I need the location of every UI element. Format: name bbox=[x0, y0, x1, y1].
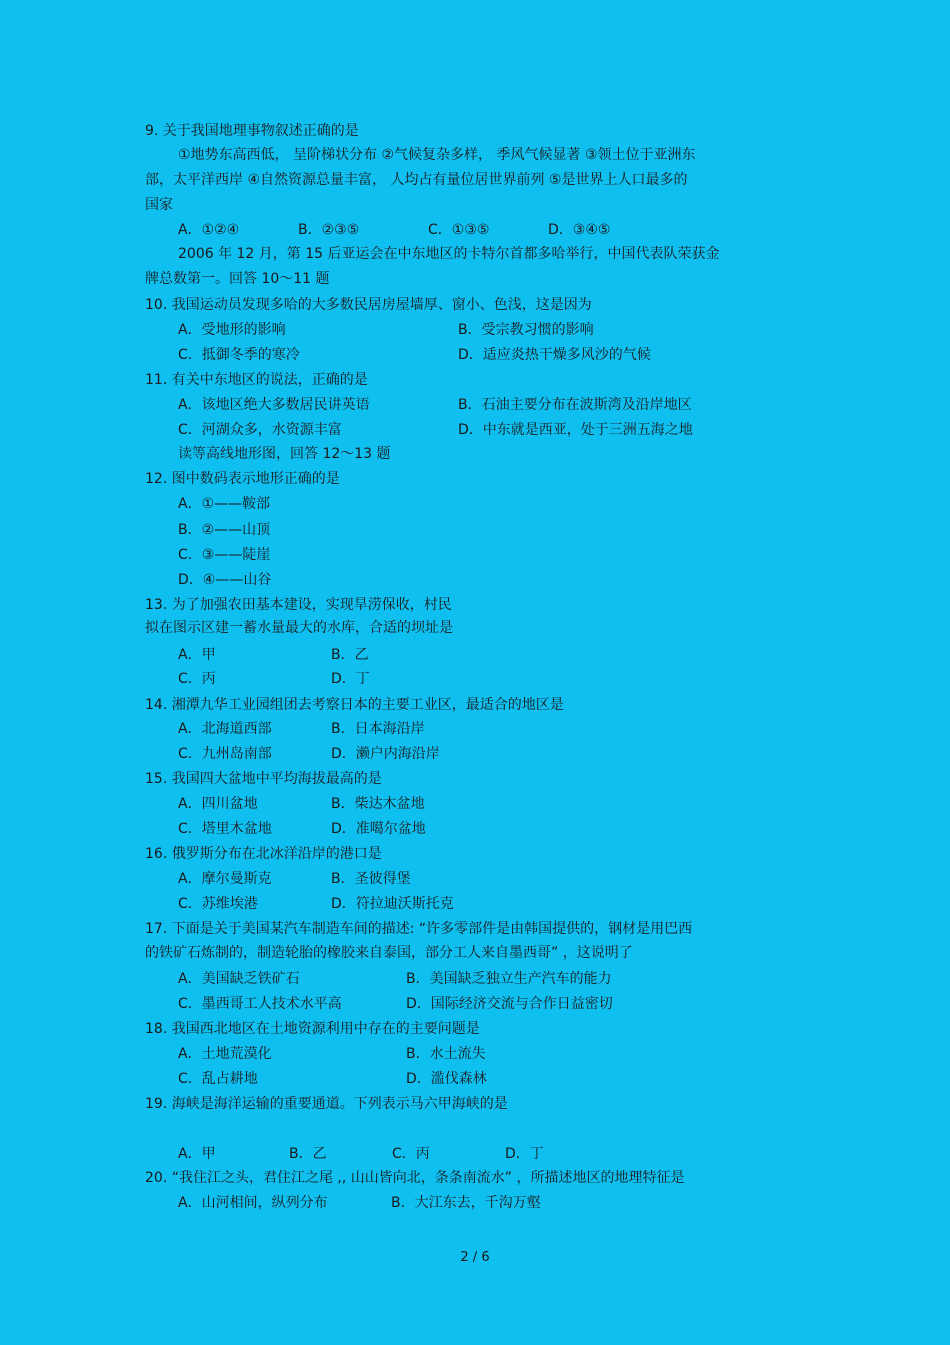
q9-option-a: A．①②④ bbox=[178, 222, 240, 238]
q9-line1: ①地势东高西低， 呈阶梯状分布 ②气候复杂多样， 季风气候显著 ③领土位于亚洲东 bbox=[178, 147, 696, 163]
q16-option-a: A．摩尔曼斯克 bbox=[178, 871, 272, 887]
q12-option-a: A．①——鞍部 bbox=[178, 496, 271, 512]
q9-line2: 部，太平洋西岸 ④自然资源总量丰富， 人均占有量位居世界前列 ⑤是世界上人口最多的 bbox=[145, 172, 688, 188]
q14-option-d: D．濑户内海沿岸 bbox=[331, 746, 440, 762]
q17-option-a: A．美国缺乏铁矿石 bbox=[178, 971, 300, 987]
q12-stem: 12. 图中数码表示地形正确的是 bbox=[145, 471, 340, 487]
q10-option-d: D．适应炎热干燥多风沙的气候 bbox=[458, 347, 651, 363]
q13-stem: 13. 为了加强农田基本建设，实现旱涝保收，村民 bbox=[145, 597, 452, 613]
q13-option-d: D．丁 bbox=[331, 671, 370, 687]
q19-option-a: A．甲 bbox=[178, 1146, 216, 1162]
q13-stem-line2: 拟在图示区建一蓄水量最大的水库，合适的坝址是 bbox=[145, 620, 453, 636]
q11-option-d: D．中东就是西亚，处于三洲五海之地 bbox=[458, 422, 693, 438]
q9-stem: 9. 关于我国地理事物叙述正确的是 bbox=[145, 123, 359, 139]
q18-option-c: C．乱占耕地 bbox=[178, 1071, 258, 1087]
q17-stem: 17. 下面是关于美国某汽车制造车间的描述: “许多零部件是由韩国提供的，钢材是用巴西 bbox=[145, 921, 693, 937]
q20-option-b: B．大江东去，千沟万壑 bbox=[391, 1195, 541, 1211]
q19-option-b: B．乙 bbox=[289, 1146, 327, 1162]
q10-option-c: C．抵御冬季的寒冷 bbox=[178, 347, 300, 363]
q20-option-a: A．山河相间，纵列分布 bbox=[178, 1195, 328, 1211]
q14-stem: 14. 湘潭九华工业园组团去考察日本的主要工业区，最适合的地区是 bbox=[145, 697, 564, 713]
q9-option-c: C．①③⑤ bbox=[428, 222, 490, 238]
q11-option-b: B．石油主要分布在波斯湾及沿岸地区 bbox=[458, 397, 692, 413]
q19-option-c: C．丙 bbox=[392, 1146, 430, 1162]
q12-option-c: C．③——陡崖 bbox=[178, 547, 271, 563]
q12-option-b: B．②——山顶 bbox=[178, 522, 271, 538]
q18-option-b: B．水土流失 bbox=[406, 1046, 486, 1062]
q15-stem: 15. 我国四大盆地中平均海拔最高的是 bbox=[145, 771, 382, 787]
q17-stem-line2: 的铁矿石炼制的，制造轮胎的橡胶来自泰国，部分工人来自墨西哥” ，这说明了 bbox=[145, 945, 633, 961]
q11-option-a: A．该地区绝大多数居民讲英语 bbox=[178, 397, 370, 413]
q15-option-a: A．四川盆地 bbox=[178, 796, 258, 812]
q18-option-d: D．滥伐森林 bbox=[406, 1071, 487, 1087]
q16-option-d: D．符拉迪沃斯托克 bbox=[331, 896, 454, 912]
q16-stem: 16. 俄罗斯分布在北冰洋沿岸的港口是 bbox=[145, 846, 382, 862]
q18-option-a: A．土地荒漠化 bbox=[178, 1046, 272, 1062]
page-number: 2 / 6 bbox=[460, 1250, 490, 1265]
q16-option-c: C．苏维埃港 bbox=[178, 896, 258, 912]
q10-option-b: B．受宗教习惯的影响 bbox=[458, 322, 594, 338]
q19-option-d: D．丁 bbox=[505, 1146, 544, 1162]
q13-option-c: C．丙 bbox=[178, 671, 216, 687]
q11-stem: 11. 有关中东地区的说法，正确的是 bbox=[145, 372, 368, 388]
q19-stem: 19. 海峡是海洋运输的重要通道。下列表示马六甲海峡的是 bbox=[145, 1096, 508, 1112]
q17-option-b: B．美国缺乏独立生产汽车的能力 bbox=[406, 971, 612, 987]
q17-option-c: C．墨西哥工人技术水平高 bbox=[178, 996, 342, 1012]
q15-option-d: D．准噶尔盆地 bbox=[331, 821, 426, 837]
intro-10-11-line2: 牌总数第一。回答 10～11 题 bbox=[145, 271, 330, 287]
q16-option-b: B．圣彼得堡 bbox=[331, 871, 411, 887]
intro-10-11-line1: 2006 年 12 月，第 15 后亚运会在中东地区的卡特尔首都多哈举行，中国代表队荣获金 bbox=[178, 246, 720, 262]
q15-option-c: C．塔里木盆地 bbox=[178, 821, 272, 837]
q11-option-c: C．河湖众多，水资源丰富 bbox=[178, 422, 342, 438]
q13-option-a: A．甲 bbox=[178, 647, 216, 663]
q12-option-d: D．④——山谷 bbox=[178, 572, 272, 588]
q13-option-b: B．乙 bbox=[331, 647, 369, 663]
q14-option-b: B．日本海沿岸 bbox=[331, 721, 425, 737]
q18-stem: 18. 我国西北地区在土地资源利用中存在的主要问题是 bbox=[145, 1021, 480, 1037]
q15-option-b: B．柴达木盆地 bbox=[331, 796, 425, 812]
q9-line3: 国家 bbox=[145, 197, 173, 213]
q14-option-c: C．九州岛南部 bbox=[178, 746, 272, 762]
q17-option-d: D．国际经济交流与合作日益密切 bbox=[406, 996, 613, 1012]
q9-option-d: D．③④⑤ bbox=[548, 222, 611, 238]
q9-option-b: B．②③⑤ bbox=[298, 222, 360, 238]
q20-stem: 20. “我住江之头，君住江之尾 ,, 山山皆向北，条条南流水” ，所描述地区的地理特征是 bbox=[145, 1170, 685, 1186]
q10-option-a: A．受地形的影响 bbox=[178, 322, 286, 338]
intro-12-13: 读等高线地形图，回答 12～13 题 bbox=[178, 446, 391, 462]
q14-option-a: A．北海道西部 bbox=[178, 721, 272, 737]
q10-stem: 10. 我国运动员发现多哈的大多数民居房屋墙厚、窗小、色浅，这是因为 bbox=[145, 297, 592, 313]
